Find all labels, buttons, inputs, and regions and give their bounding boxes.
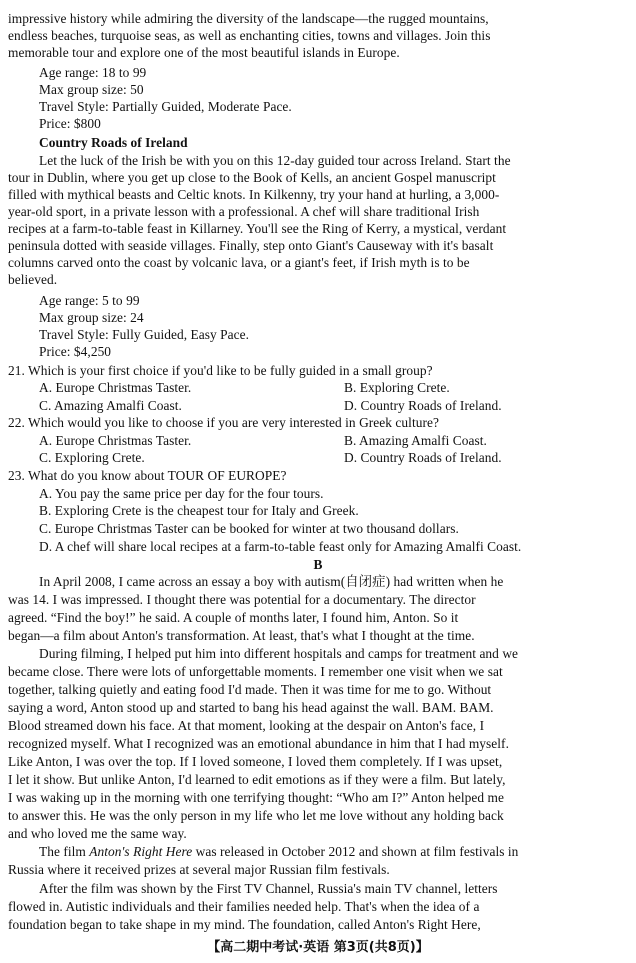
question-stem: 22. Which would you like to choose if you are very interested in Greek culture? <box>8 415 439 430</box>
tour-detail-age: Age range: 18 to 99 <box>39 65 147 80</box>
question-stem: 21. Which is your first choice if you'd like to be fully guided in a small group? <box>8 363 433 378</box>
text-line: columns carved onto the coast by volcanic lava, or a giant's feet, if Irish myth is to be <box>8 255 470 270</box>
text-line: believed. <box>8 272 58 287</box>
option-d: D. A chef will share local recipes at a farm-to-table feast only for Amazing Amalfi Coast. <box>39 539 522 554</box>
text-line: Blood streamed down his face. At that moment, looking at the despair on Anton's face, I <box>8 718 485 733</box>
tour-detail-style: Travel Style: Fully Guided, Easy Pace. <box>39 327 250 342</box>
text-line: I let it show. But unlike Anton, I'd learned to edit emotions as if they were a film. But lately, <box>8 772 506 787</box>
option-c: C. Amazing Amalfi Coast. <box>39 398 182 413</box>
tour-detail-price: Price: $4,250 <box>39 344 112 359</box>
text-line: endless beaches, turquoise seas, as well as enchanting cities, towns and villages. Join this <box>8 28 491 43</box>
text-line: After the film was shown by the First TV Channel, Russia's main TV channel, letters <box>39 881 498 896</box>
option-b: B. Amazing Amalfi Coast. <box>344 433 487 448</box>
option-b: B. Exploring Crete. <box>344 380 450 395</box>
text-line: During filming, I helped put him into different hospitals and camps for treatment and we <box>39 646 519 661</box>
text-line: began—a film about Anton's transformation. At least, that's what I thought at the time. <box>8 628 475 643</box>
text-line: agreed. “Find the boy!” he said. A couple of months later, I found him, Anton. So it <box>8 610 459 625</box>
text-line: impressive history while admiring the diversity of the landscape—the rugged mountains, <box>8 11 489 26</box>
tour-detail-style: Travel Style: Partially Guided, Moderate Pace. <box>39 99 292 114</box>
text-line: In April 2008, I came across an essay a boy with autism(自闭症) had written when he <box>39 574 504 589</box>
text-line: tour in Dublin, where you get up close to the Book of Kells, an ancient Gospel manuscript <box>8 170 496 185</box>
option-c: C. Europe Christmas Taster can be booked for winter at two thousand dollars. <box>39 521 459 536</box>
text-line: became close. There were lots of unforgettable moments. I remember one visit when we sat <box>8 664 503 679</box>
text-line: foundation began to take shape in my mind. The foundation, called Anton's Right Here, <box>8 917 481 932</box>
tour-title: Country Roads of Ireland <box>39 135 188 150</box>
text-line: peninsula dotted with seaside villages. Finally, step onto Giant's Causeway with it's basalt <box>8 238 494 253</box>
text-fragment: The film <box>39 844 90 859</box>
question-option <box>8 432 636 449</box>
tour-detail-price: Price: $800 <box>39 116 101 131</box>
text-line: to answer this. He was the only person in my life who let me love without any holding back <box>8 808 504 823</box>
text-line: memorable tour and explore one of the most beautiful islands in Europe. <box>8 45 400 60</box>
text-line: year-old sport, in a private lesson with a professional. A chef will share traditional Irish <box>8 204 480 219</box>
text-line: was 14. I was impressed. I thought there was potential for a documentary. The director <box>8 592 476 607</box>
option-d: D. Country Roads of Ireland. <box>344 450 502 465</box>
text-line: Like Anton, I was over the top. If I loved someone, I loved them completely. If I was upset, <box>8 754 503 769</box>
page-footer: 【高二期中考试·英语 第3页(共8页)】 <box>207 940 429 955</box>
text-line: I was waking up in the morning with one terrifying thought: “Who am I?” Anton helped me <box>8 790 504 805</box>
text-line: recipes at a farm-to-table feast in Killarney. You'll see the Ring of Kerry, a mystical, verdant <box>8 221 507 236</box>
option-b: B. Exploring Crete is the cheapest tour for Italy and Greek. <box>39 503 359 518</box>
text-line: recognized myself. What I recognized was an emotional abundance in him that I had myself. <box>8 736 509 751</box>
option-a: A. Europe Christmas Taster. <box>39 433 192 448</box>
text-line: together, talking quietly and eating food I'd made. Then it was time for me to go. Without <box>8 682 492 697</box>
tour-detail-group: Max group size: 24 <box>39 310 144 325</box>
text-line: saying a word, Anton stood up and started to bang his head against the wall. BAM. BAM. <box>8 700 494 715</box>
option-a: A. Europe Christmas Taster. <box>39 380 192 395</box>
question-option <box>8 449 636 466</box>
text-line: Let the luck of the Irish be with you on this 12-day guided tour across Ireland. Start the <box>39 153 511 168</box>
text-line: and who loved me the same way. <box>8 826 187 841</box>
tour-detail-group: Max group size: 50 <box>39 82 144 97</box>
question-stem: 23. What do you know about TOUR OF EUROPE? <box>8 468 287 483</box>
text-line: flowed in. Autistic individuals and their families needed help. That's when the idea of a <box>8 899 480 914</box>
question-option <box>8 397 636 414</box>
tour-detail-age: Age range: 5 to 99 <box>39 293 140 308</box>
question-option <box>8 379 636 396</box>
option-d: D. Country Roads of Ireland. <box>344 398 502 413</box>
film-title: Anton's Right Here <box>89 844 193 859</box>
option-a: A. You pay the same price per day for the four tours. <box>39 486 324 501</box>
text-line: Russia where it received prizes at several major Russian film festivals. <box>8 862 390 877</box>
text-fragment: was released in October 2012 and shown at film festivals in <box>192 844 519 859</box>
section-label: B <box>313 557 323 572</box>
text-line: filled with mythical beasts and Celtic knots. In Kilkenny, try your hand at hurling, a 3,000- <box>8 187 500 202</box>
text-line <box>8 843 636 860</box>
option-c: C. Exploring Crete. <box>39 450 145 465</box>
